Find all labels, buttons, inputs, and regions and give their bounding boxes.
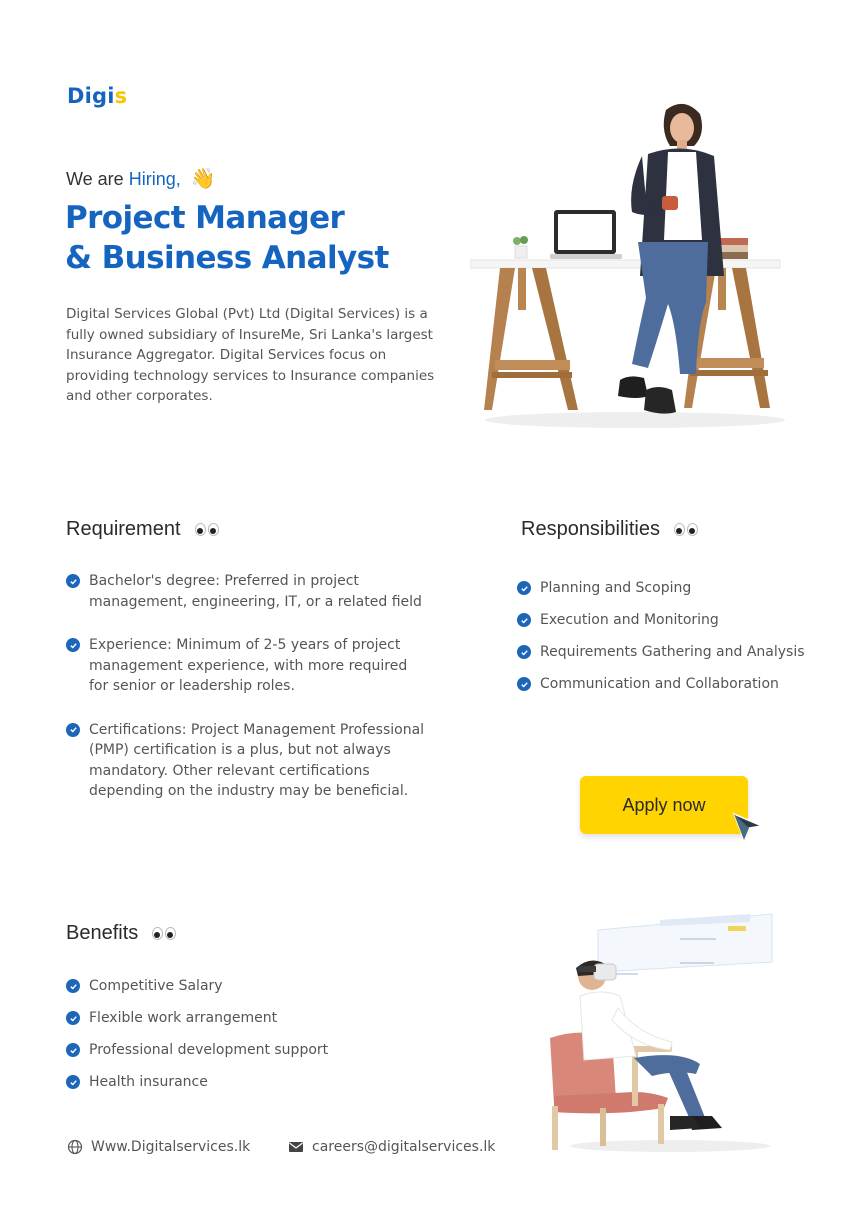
check-circle-icon [66, 1011, 80, 1025]
mail-icon [288, 1140, 304, 1154]
email-link[interactable]: careers@digitalservices.lk [312, 1139, 496, 1155]
check-circle-icon [517, 677, 531, 691]
apply-now-button[interactable]: Apply now [580, 776, 748, 834]
requirement-item [66, 635, 426, 697]
website-link[interactable]: Www.Digitalservices.lk [91, 1139, 251, 1155]
requirement-item-text: Certifications: Project Management Professional (PMP) certification is a plus, but not always mandatory. Other relevant certifications depending on the industry may be beneficial. [89, 721, 425, 799]
benefit-item-text: Professional development support [89, 1042, 329, 1058]
title-line-2: & Business Analyst [65, 240, 389, 276]
requirement-list [66, 571, 426, 825]
benefit-item [66, 1008, 328, 1029]
check-circle-icon [66, 574, 80, 588]
responsibility-item-text: Planning and Scoping [540, 580, 692, 596]
waving-hand-icon: 👋 [190, 168, 216, 190]
check-circle-icon [66, 1043, 80, 1057]
responsibilities-heading-text: Responsibilities [521, 518, 660, 540]
page-title [65, 198, 389, 278]
title-line-1: Project Manager [65, 200, 345, 236]
check-circle-icon [517, 613, 531, 627]
requirement-item [66, 720, 426, 802]
benefit-item [66, 1040, 328, 1061]
requirement-item [66, 571, 426, 612]
logo-accent: s [114, 84, 128, 108]
requirement-heading-text: Requirement [66, 518, 181, 540]
check-circle-icon [66, 638, 80, 652]
responsibilities-heading [521, 518, 698, 541]
requirement-heading [66, 518, 219, 541]
eyes-icon [195, 523, 219, 536]
benefit-item-text: Competitive Salary [89, 978, 223, 994]
responsibility-item [517, 578, 805, 599]
intro-paragraph: Digital Services Global (Pvt) Ltd (Digital Services) is a fully owned subsidiary of InsureMe, Sri Lanka's largest Insurance Aggregator. Digital Services focus on providing technology services to Insurance companies and other corporates. [66, 306, 435, 404]
benefits-list [66, 976, 328, 1104]
responsibility-item [517, 642, 805, 663]
benefit-item-text: Health insurance [89, 1074, 208, 1090]
responsibility-item [517, 610, 805, 631]
cursor-arrow-icon [732, 812, 764, 842]
eyes-icon [674, 523, 698, 536]
logo-text: Digi [67, 84, 115, 108]
check-circle-icon [517, 645, 531, 659]
hiring-highlight: Hiring, [128, 169, 181, 189]
woman-at-desk-illustration [470, 90, 800, 435]
requirement-item-text: Bachelor's degree: Preferred in project management, engineering, IT, or a related field [89, 573, 422, 610]
requirement-item-text: Experience: Minimum of 2-5 years of project management experience, with more required for senior or leadership roles. [89, 637, 408, 694]
responsibilities-list [517, 578, 805, 706]
benefits-heading-text: Benefits [66, 922, 139, 944]
globe-icon [67, 1139, 83, 1155]
benefit-item [66, 976, 328, 997]
check-circle-icon [517, 581, 531, 595]
check-circle-icon [66, 1075, 80, 1089]
check-circle-icon [66, 979, 80, 993]
brand-logo [67, 84, 127, 108]
benefit-item-text: Flexible work arrangement [89, 1010, 278, 1026]
responsibility-item [517, 674, 805, 695]
footer-email[interactable] [288, 1139, 495, 1155]
hiring-line [66, 166, 216, 191]
eyes-icon [152, 927, 176, 940]
responsibility-item-text: Requirements Gathering and Analysis [540, 644, 805, 660]
benefit-item [66, 1072, 328, 1093]
hiring-prefix: We are [66, 169, 129, 189]
vr-user-illustration [540, 910, 780, 1155]
responsibility-item-text: Execution and Monitoring [540, 612, 719, 628]
footer-website[interactable] [67, 1139, 250, 1155]
benefits-heading [66, 922, 176, 945]
check-circle-icon [66, 723, 80, 737]
responsibility-item-text: Communication and Collaboration [540, 676, 779, 692]
